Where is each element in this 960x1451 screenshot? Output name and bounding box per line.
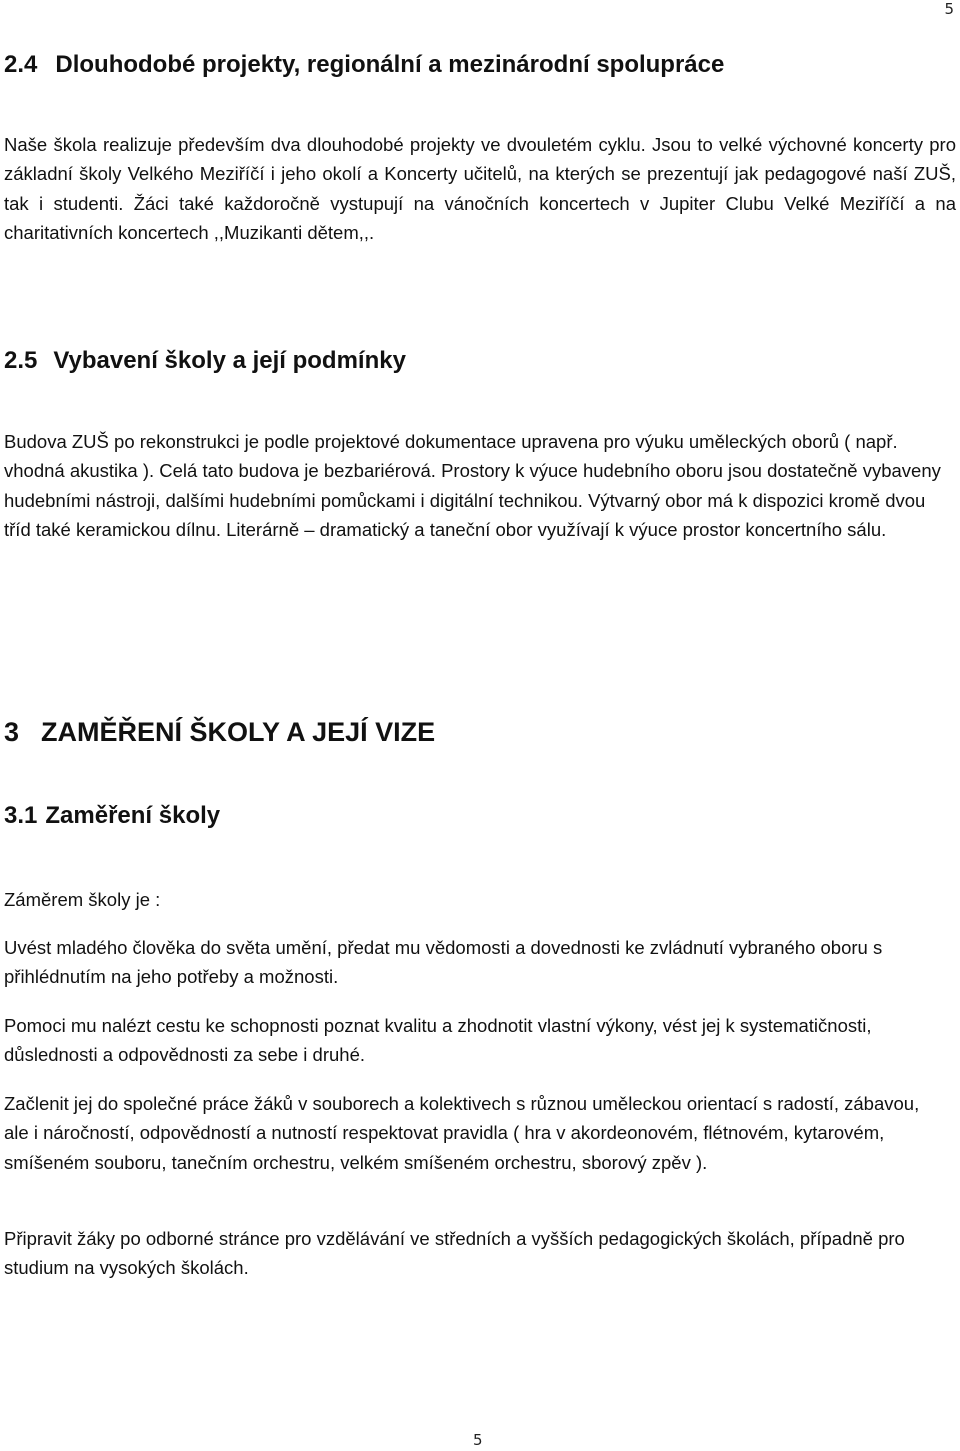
chapter-heading-3 (4, 717, 435, 748)
page-number-bottom: 5 (473, 1431, 483, 1449)
section-2-4-paragraph: Naše škola realizuje především dva dlouhodobé projekty ve dvouletém cyklu. Jsou to velké výchovné koncerty pro základní školy Velkého Meziříčí i jeho okolí a Koncerty učitelů, na kterých se prezentují jak pedagogové naší ZUŠ, tak i studenti. Žáci také každoročně vystupují na vánočních koncertech v Jupiter Clubu Velké Meziříčí a na charitativních koncertech ,,Muzikanti dětem,,. (4, 134, 956, 243)
section-title: Vybavení školy a její podmínky (53, 347, 406, 374)
section-heading-2-4 (4, 51, 724, 79)
section-3-1-intro: Záměrem školy je : (4, 889, 161, 910)
section-title: Dlouhodobé projekty, regionální a mezinárodní spolupráce (55, 51, 725, 78)
page-number-top: 5 (944, 0, 954, 18)
section-3-1-paragraph: Připravit žáky po odborné stránce pro vzdělávání ve středních a vyšších pedagogických školách, případně pro studium na vysokých školách. (4, 1228, 905, 1279)
chapter-title: ZAMĚŘENÍ ŠKOLY A JEJÍ VIZE (41, 717, 436, 747)
section-number: 2.5 (4, 347, 38, 374)
section-3-1-paragraph: Uvést mladého člověka do světa umění, předat mu vědomosti a dovednosti ke zvládnutí vybraného oboru s přihlédnutím na jeho potřeby a možnosti. (4, 937, 883, 988)
section-title: Zaměření školy (45, 802, 221, 829)
section-number: 2.4 (4, 51, 38, 78)
section-heading-2-5 (4, 347, 406, 375)
section-3-1-paragraph: Začlenit jej do společné práce žáků v souborech a kolektivech s různou uměleckou orientací s radostí, zábavou, ale i náročností, odpovědností a nutností respektovat pravidla ( hra v akordeonovém, flétnovém, kytarovém, smíšeném souboru, tanečním orchestru, velkém smíšeném orchestru, sborový zpěv ). (4, 1093, 920, 1173)
chapter-number: 3 (4, 717, 20, 747)
section-number: 3.1 (4, 802, 38, 829)
section-heading-3-1 (4, 802, 220, 830)
section-3-1-paragraph: Pomoci mu nalézt cestu ke schopnosti poznat kvalitu a zhodnotit vlastní výkony, vést jej k systematičnosti, důslednosti a odpovědnosti za sebe i druhé. (4, 1015, 872, 1066)
section-2-5-paragraph: Budova ZUŠ po rekonstrukci je podle projektové dokumentace upravena pro výuku uměleckých oborů ( např. vhodná akustika ). Celá tato budova je bezbariérová. Prostory k výuce hudebního oboru jsou dostatečně vybaveny hudebními nástroji, dalšími hudebními pomůckami i digitální technikou. Výtvarný obor má k dispozici kromě dvou tříd také keramickou dílnu. Literárně – dramatický a taneční obor využívají k výuce prostor koncertního sálu. (4, 431, 941, 540)
